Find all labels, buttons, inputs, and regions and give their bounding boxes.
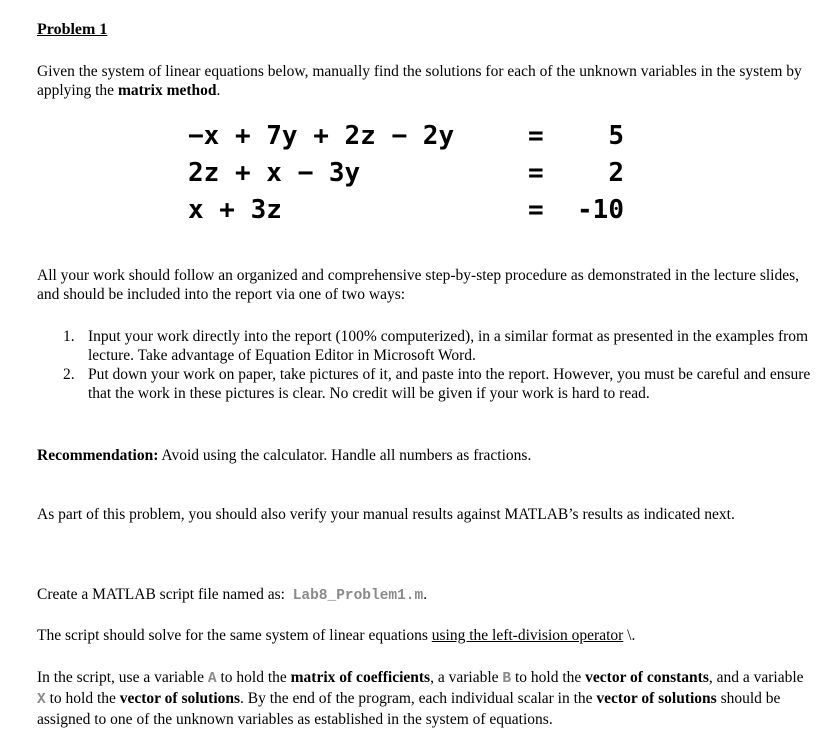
- verify-paragraph: As part of this problem, you should also verify your manual results against MATLAB’s results as indicated next.: [37, 506, 735, 523]
- equation-lhs: 2z + x − 3y: [188, 158, 361, 188]
- equation-row: [188, 155, 638, 192]
- variables-text: to hold the: [511, 669, 586, 686]
- problem-title-text: Problem 1: [37, 21, 108, 38]
- recommendation-paragraph: [37, 446, 812, 465]
- problem-title: [37, 20, 812, 39]
- equation-row: [188, 118, 638, 155]
- solve-underlined: using the left-division operator: [431, 627, 624, 644]
- filename-code: Lab8_Problem1.m: [292, 588, 424, 604]
- variables-text: to hold the: [216, 669, 291, 686]
- equals-sign: =: [528, 195, 544, 225]
- vector-of-solutions-bold: vector of solutions: [596, 690, 717, 707]
- list-text: Put down your work on paper, take pictures of it, and paste into the report. However, you must be careful and ensure that the work in these pictures is clear. No credit will be given if your work is hard to read.: [88, 366, 811, 402]
- vector-of-solutions-bold: vector of solutions: [119, 690, 241, 707]
- equation-system: [188, 118, 638, 229]
- intro-text: Given the system of linear equations below, manually find the solutions for each of the unknown variables in the system by applying the: [37, 63, 802, 99]
- equation-lhs: x + 3z: [188, 195, 282, 225]
- equation-row: [188, 192, 638, 229]
- options-list: [37, 327, 812, 403]
- equation-rhs: 5: [608, 121, 624, 151]
- variables-text: , a variable: [430, 669, 503, 686]
- vector-of-constants-bold: vector of constants: [585, 669, 709, 686]
- create-text: Create a MATLAB script file named as:: [37, 586, 293, 603]
- variable-a-code: A: [207, 671, 217, 687]
- variables-text: . By the end of the program, each individual scalar in the: [240, 690, 597, 707]
- list-item: [37, 365, 812, 403]
- intro-bold: matrix method: [117, 82, 217, 99]
- equation-lhs: −x + 7y + 2z − 2y: [188, 121, 455, 151]
- recommendation-text: Avoid using the calculator. Handle all numbers as fractions.: [158, 447, 532, 464]
- variables-paragraph: [37, 668, 812, 729]
- solve-text: The script should solve for the same system of linear equations: [37, 627, 432, 644]
- equation-rhs: -10: [577, 195, 624, 225]
- intro-post: .: [216, 82, 221, 99]
- list-number: 1.: [63, 328, 75, 345]
- recommendation-label: Recommendation:: [37, 447, 159, 464]
- equals-sign: =: [528, 158, 544, 188]
- equation-rhs: 2: [608, 158, 624, 188]
- create-paragraph: [37, 585, 812, 606]
- variables-text: In the script, use a variable: [37, 669, 208, 686]
- list-item: [37, 327, 812, 365]
- solve-post: \.: [623, 627, 636, 644]
- work-intro-paragraph: All your work should follow an organized and comprehensive step-by-step procedure as demonstrated in the lecture slides, and should be included into the report via one of two ways:: [37, 267, 800, 303]
- solve-paragraph: [37, 626, 812, 645]
- variable-b-code: B: [502, 671, 512, 687]
- variables-text: , and a variable: [708, 669, 804, 686]
- equals-sign: =: [528, 121, 544, 151]
- intro-paragraph: [37, 62, 812, 100]
- variables-text: should be assigned to one of the unknown variables as established in the system of equations.: [37, 690, 781, 728]
- create-post: .: [423, 586, 428, 603]
- list-number: 2.: [63, 366, 75, 383]
- list-text: Input your work directly into the report (100% computerized), in a similar format as presented in the examples from lecture. Take advantage of Equation Editor in Microsoft Word.: [88, 328, 809, 364]
- matrix-of-coefficients-bold: matrix of coefficients: [290, 669, 431, 686]
- variable-x-code: X: [37, 692, 46, 708]
- variables-text: to hold the: [45, 690, 120, 707]
